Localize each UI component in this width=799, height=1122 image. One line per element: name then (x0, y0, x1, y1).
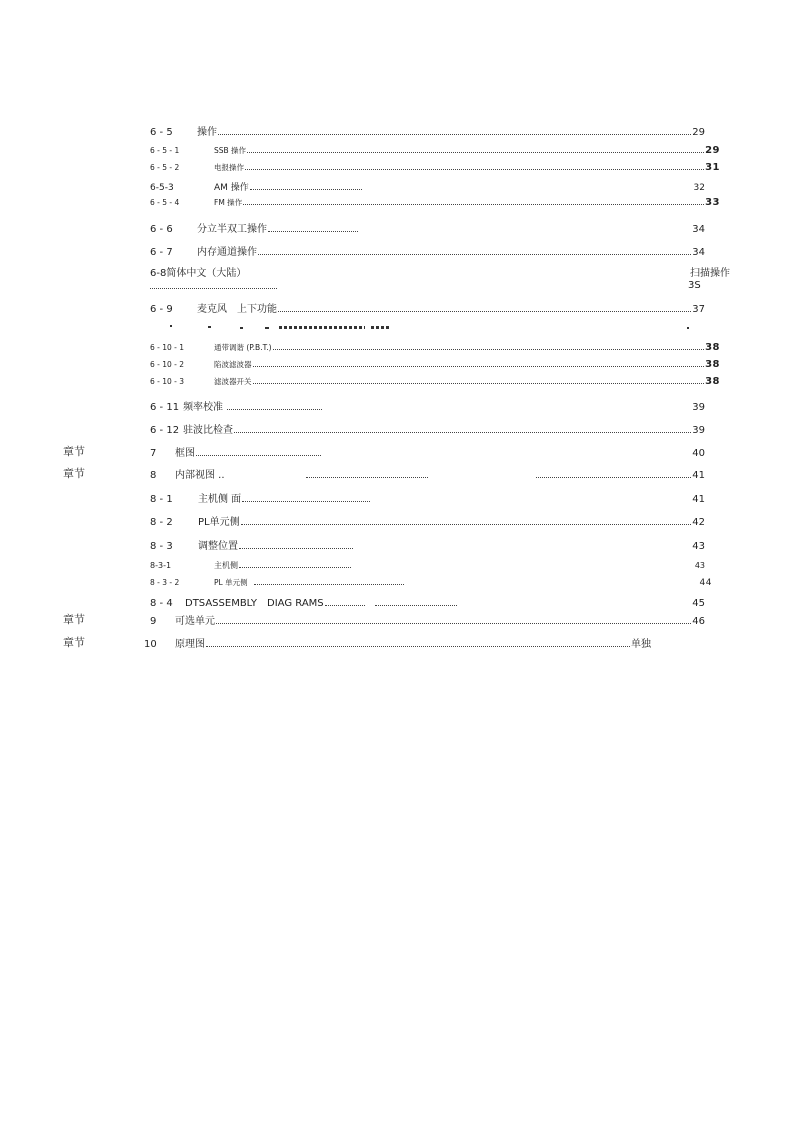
dot-leader (306, 476, 428, 478)
dot-leader (196, 454, 321, 456)
entry-page: 29 (705, 145, 720, 156)
scan-mark (371, 326, 391, 329)
entry-title: PL单元侧 (198, 517, 240, 528)
entry-page: 42 (692, 517, 705, 528)
dot-leader (150, 288, 277, 289)
toc-entry[interactable] (150, 145, 720, 156)
scan-mark (170, 325, 172, 327)
entry-title: 内存通道操作 (197, 247, 257, 258)
entry-number: 6 - 12 (150, 425, 180, 436)
entry-page: 37 (692, 304, 705, 315)
entry-number: 7 (150, 448, 157, 459)
entry-page: 32 (693, 183, 705, 193)
dot-leader (247, 151, 704, 153)
entry-number: 6 - 11 (150, 402, 180, 413)
entry-page: 33 (705, 197, 720, 208)
dot-leader (268, 230, 358, 232)
entry-title: 滤波器开关 (214, 377, 252, 386)
entry-number: 6 - 10 - 2 (150, 360, 185, 369)
entry-page: 单独 (631, 639, 651, 650)
entry-title: DTSASSEMBLY DIAG RAMS (185, 598, 324, 609)
dot-leader (242, 500, 370, 502)
dot-leader (278, 310, 691, 312)
entry-number: 6 - 5 - 2 (150, 163, 180, 172)
entry-page: 45 (692, 598, 705, 609)
entry-title: 操作 (197, 127, 217, 138)
scan-mark (240, 327, 243, 329)
dot-leader (239, 566, 351, 568)
entry-title: AM 操作 (214, 183, 249, 193)
entry-page: 38 (705, 359, 720, 370)
entry-number: 6 - 6 (150, 224, 173, 235)
entry-number: 9 (150, 616, 157, 627)
entry-page: 31 (705, 162, 720, 173)
entry-title: 陷波滤波器 (214, 360, 252, 369)
dot-leader (536, 476, 692, 478)
entry-title: 内部视图 .. (175, 470, 225, 481)
entry-page: 43 (694, 561, 705, 570)
entry-number: 10 (144, 639, 157, 650)
entry-title: SSB 操作 (214, 146, 247, 155)
dot-leader (253, 382, 705, 384)
toc-entry[interactable] (150, 300, 705, 315)
entry-page: 38 (705, 342, 720, 353)
entry-title: 驻波比检查 (183, 425, 234, 436)
entry-page: 34 (692, 224, 705, 235)
dot-leader (206, 645, 630, 647)
toc-entry[interactable] (150, 421, 705, 436)
toc-entry[interactable] (150, 612, 705, 627)
entry-number: 6 - 5 - 4 (150, 198, 180, 207)
entry-title: 频率校准 (183, 402, 224, 413)
scan-mark (687, 327, 689, 329)
entry-number: 6 - 10 - 1 (150, 343, 185, 352)
toc-entry[interactable] (150, 264, 730, 279)
toc-entry[interactable] (150, 537, 705, 552)
entry-title: 调整位置 (198, 541, 238, 552)
entry-title: 主机侧 (214, 561, 238, 570)
entry-page: 44 (699, 578, 712, 588)
entry-number: 8 - 2 (150, 517, 173, 528)
toc-entry[interactable] (150, 490, 705, 505)
toc-entry[interactable] (150, 220, 705, 235)
entry-number: 8 - 4 (150, 598, 173, 609)
entry-title: 可选单元 (175, 616, 215, 627)
toc-entry[interactable] (150, 342, 720, 353)
entry-number: 6 - 7 (150, 247, 173, 258)
entry-number: 6 - 9 (150, 304, 173, 315)
entry-title: FM 操作 (214, 198, 243, 207)
dot-leader (325, 604, 365, 606)
toc-entry[interactable] (150, 180, 705, 193)
entry-page: 29 (692, 127, 705, 138)
chapter-label: 章节 (63, 636, 85, 649)
dot-leader (258, 253, 691, 255)
entry-page: 46 (692, 616, 705, 627)
scan-mark (208, 326, 211, 328)
entry-page: 41 (692, 494, 705, 505)
entry-number: 6-5-3 (150, 183, 174, 193)
entry-number: 6-8 (150, 268, 167, 279)
dot-leader (216, 622, 691, 624)
toc-entry[interactable] (150, 243, 705, 258)
chapter-label: 章节 (63, 467, 85, 480)
entry-number: 8-3-1 (150, 561, 172, 570)
toc-entry[interactable] (150, 466, 705, 481)
toc-entry[interactable] (150, 444, 705, 459)
toc-entry[interactable] (150, 359, 720, 370)
entry-page: 38 (705, 376, 720, 387)
entry-title: 原理图 (175, 639, 205, 650)
dot-leader (245, 168, 704, 170)
dot-leader (375, 604, 457, 606)
entry-page: 43 (692, 541, 705, 552)
entry-title: 主机侧 面 (198, 494, 242, 505)
entry-title: 简体中文（大陆） (166, 268, 247, 279)
entry-title-continued: 扫描操作 (690, 268, 730, 279)
entry-number: 6 - 5 (150, 127, 173, 138)
toc-entry[interactable] (150, 162, 720, 173)
toc-entry[interactable] (150, 376, 720, 387)
entry-title: 电报操作 (214, 163, 244, 172)
dot-leader (218, 133, 691, 135)
dot-leader (234, 431, 691, 433)
toc-entry[interactable] (150, 513, 705, 528)
entry-title: 框图 (175, 448, 195, 459)
toc-entry[interactable] (144, 635, 651, 650)
dot-leader (250, 188, 362, 190)
chapter-label: 章节 (63, 445, 85, 458)
entry-page: 41 (692, 470, 705, 481)
scan-mark (265, 327, 269, 329)
entry-number: 8 - 3 (150, 541, 173, 552)
entry-page: 39 (692, 425, 705, 436)
entry-page: 3S (688, 280, 701, 291)
dot-leader (239, 547, 353, 549)
dot-leader (253, 365, 705, 367)
toc-entry[interactable] (150, 197, 720, 208)
entry-page: 39 (692, 402, 705, 413)
chapter-label: 章节 (63, 613, 85, 626)
toc-entry[interactable] (150, 594, 705, 609)
entry-title: PL 单元侧 (214, 578, 248, 587)
dot-leader (243, 203, 704, 205)
dot-leader (273, 348, 704, 350)
entry-number: 8 - 3 - 2 (150, 578, 180, 587)
entry-number: 6 - 10 - 3 (150, 377, 185, 386)
toc-entry[interactable] (150, 123, 705, 138)
toc-entry[interactable] (150, 560, 705, 571)
entry-number: 8 (150, 470, 157, 481)
dot-leader (254, 583, 404, 585)
dot-leader (241, 523, 692, 525)
dot-leader (227, 408, 322, 410)
entry-title: 麦克风 上下功能 (197, 304, 277, 315)
entry-number: 8 - 1 (150, 494, 173, 505)
toc-entry[interactable] (150, 398, 705, 413)
entry-page: 40 (692, 448, 705, 459)
entry-title: 分立半双工操作 (197, 224, 267, 235)
scan-mark (279, 326, 365, 329)
toc-entry[interactable] (150, 577, 712, 588)
entry-title: 通带调谐 (P.B.T.) (214, 343, 272, 352)
entry-number: 6 - 5 - 1 (150, 146, 180, 155)
entry-page: 34 (692, 247, 705, 258)
